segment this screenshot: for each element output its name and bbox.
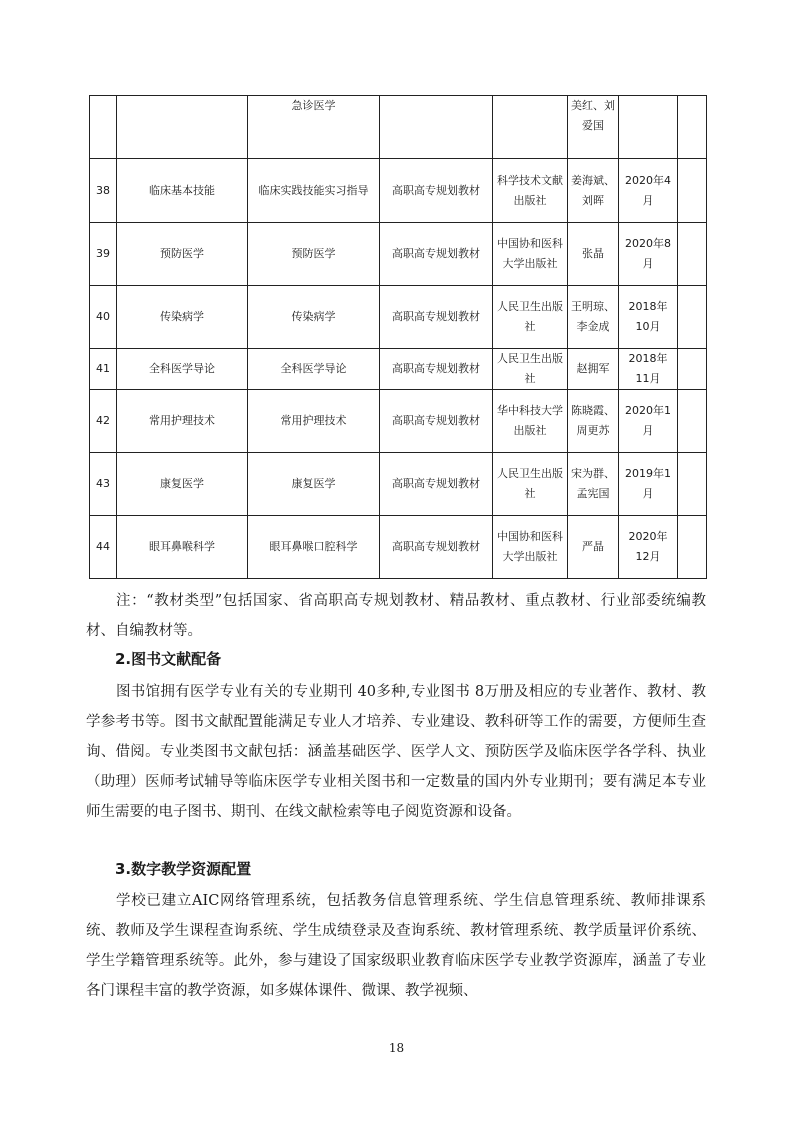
remark-cell	[678, 516, 707, 579]
textbook-type-cell	[380, 96, 493, 159]
course-name-cell: 常用护理技术	[117, 390, 248, 453]
remark-cell	[678, 453, 707, 516]
publisher-cell: 中国协和医科大学出版社	[493, 223, 568, 286]
textbook-type-cell: 高职高专规划教材	[380, 223, 493, 286]
editor-cell: 王明琼、李金成	[568, 286, 619, 349]
section-3-body: 学校已建立AIC网络管理系统，包括教务信息管理系统、学生信息管理系统、教师排课系统、教师及学生课程查询系统、学生成绩登录及查询系统、教材管理系统、教学质量评价系统、学生学籍管理系统等。此外，参与建设了国家级职业教育临床医学专业教学资源库，涵盖了专业各门课程丰富的教学资源，如多媒体课件、微课、教学视频、	[86, 893, 706, 999]
publisher-cell	[493, 96, 568, 159]
textbook-type-cell: 高职高专规划教材	[380, 516, 493, 579]
textbook-table	[89, 95, 707, 579]
course-name-cell: 眼耳鼻喉科学	[117, 516, 248, 579]
publish-date-cell: 2020年8月	[619, 223, 678, 286]
page-number: 18	[388, 1041, 405, 1055]
publisher-cell: 人民卫生出版社	[493, 453, 568, 516]
table-row	[90, 223, 707, 286]
remark-cell	[678, 390, 707, 453]
publish-date-cell: 2018年11月	[619, 349, 678, 390]
row-number-cell: 43	[90, 453, 117, 516]
row-number-cell: 38	[90, 159, 117, 223]
publish-date-cell: 2018年10月	[619, 286, 678, 349]
table-row	[90, 96, 707, 159]
row-number-cell: 44	[90, 516, 117, 579]
remark-cell	[678, 96, 707, 159]
editor-cell: 美红、刘爱国	[568, 96, 619, 159]
remark-cell	[678, 349, 707, 390]
remark-cell	[678, 223, 707, 286]
textbook-title-cell: 全科医学导论	[248, 349, 380, 390]
course-name-cell: 临床基本技能	[117, 159, 248, 223]
editor-cell: 姜海斌、刘晖	[568, 159, 619, 223]
editor-cell: 严晶	[568, 516, 619, 579]
publish-date-cell: 2020年4月	[619, 159, 678, 223]
course-name-cell: 传染病学	[117, 286, 248, 349]
textbook-title-cell: 常用护理技术	[248, 390, 380, 453]
textbook-title-cell: 康复医学	[248, 453, 380, 516]
table-row	[90, 159, 707, 223]
textbook-type-cell: 高职高专规划教材	[380, 349, 493, 390]
course-name-cell: 全科医学导论	[117, 349, 248, 390]
editor-cell: 赵拥军	[568, 349, 619, 390]
course-name-cell: 康复医学	[117, 453, 248, 516]
row-number-cell: 39	[90, 223, 117, 286]
remark-cell	[678, 286, 707, 349]
course-name-cell: 预防医学	[117, 223, 248, 286]
editor-cell: 张晶	[568, 223, 619, 286]
publisher-cell: 科学技术文献出版社	[493, 159, 568, 223]
textbook-title-cell: 传染病学	[248, 286, 380, 349]
row-number-cell: 42	[90, 390, 117, 453]
textbook-title-cell: 预防医学	[248, 223, 380, 286]
publisher-cell: 人民卫生出版社	[493, 349, 568, 390]
publish-date-cell	[619, 96, 678, 159]
table-note: 注：“教材类型”包括国家、省高职高专规划教材、精品教材、重点教材、行业部委统编教材、自编教材等。	[86, 593, 706, 639]
table-row	[90, 453, 707, 516]
course-name-cell	[117, 96, 248, 159]
textbook-type-cell: 高职高专规划教材	[380, 390, 493, 453]
textbook-title-cell: 临床实践技能实习指导	[248, 159, 380, 223]
table-row	[90, 286, 707, 349]
table-row	[90, 516, 707, 579]
table-row	[90, 390, 707, 453]
publisher-cell: 华中科技大学出版社	[493, 390, 568, 453]
section-3-heading: 3.数字教学资源配置	[115, 860, 252, 878]
section-2-heading: 2.图书文献配备	[115, 650, 222, 668]
row-number-cell: 41	[90, 349, 117, 390]
textbook-title-cell: 急诊医学	[248, 96, 380, 159]
publish-date-cell: 2020年12月	[619, 516, 678, 579]
row-number-cell	[90, 96, 117, 159]
table-row	[90, 349, 707, 390]
textbook-type-cell: 高职高专规划教材	[380, 286, 493, 349]
textbook-title-cell: 眼耳鼻喉口腔科学	[248, 516, 380, 579]
editor-cell: 陈晓霞、周更苏	[568, 390, 619, 453]
textbook-type-cell: 高职高专规划教材	[380, 159, 493, 223]
publish-date-cell: 2019年1月	[619, 453, 678, 516]
publish-date-cell: 2020年1月	[619, 390, 678, 453]
row-number-cell: 40	[90, 286, 117, 349]
editor-cell: 宋为群、孟宪国	[568, 453, 619, 516]
section-2-body: 图书馆拥有医学专业有关的专业期刊 40多种,专业图书 8万册及相应的专业著作、教材、教学参考书等。图书文献配置能满足专业人才培养、专业建设、教科研等工作的需要，方便师生查询、借阅。专业类图书文献包括：涵盖基础医学、医学人文、预防医学及临床医学各学科、执业（助理）医师考试辅导等临床医学专业相关图书和一定数量的国内外专业期刊；要有满足本专业师生需要的电子图书、期刊、在线文献检索等电子阅览资源和设备。	[86, 684, 706, 820]
remark-cell	[678, 159, 707, 223]
textbook-type-cell: 高职高专规划教材	[380, 453, 493, 516]
publisher-cell: 人民卫生出版社	[493, 286, 568, 349]
publisher-cell: 中国协和医科大学出版社	[493, 516, 568, 579]
